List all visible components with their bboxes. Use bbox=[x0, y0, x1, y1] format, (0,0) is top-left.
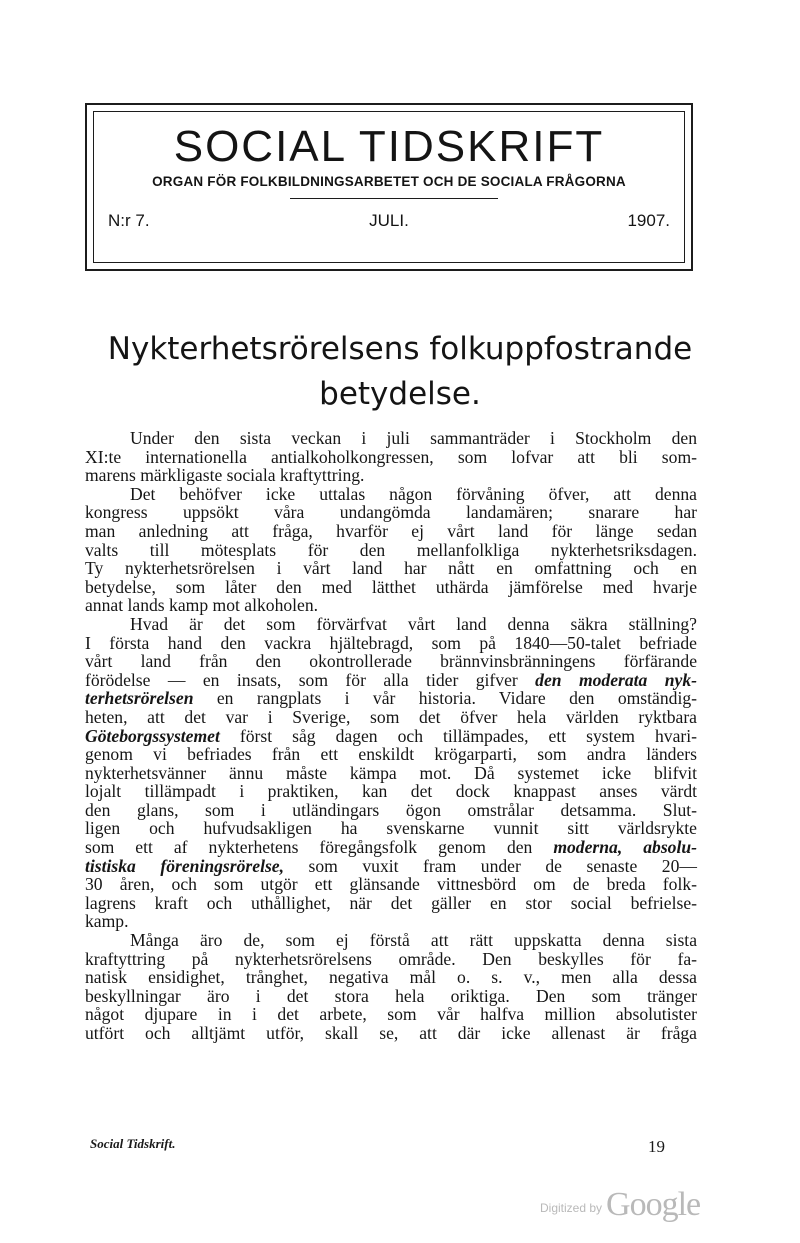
body-line: annat lands kamp mot alkoholen. bbox=[85, 595, 319, 616]
body-text: först såg dagen och tillämpades, ett system hvari- bbox=[219, 725, 697, 746]
body-line: kraftyttring på nykterhetsrörelsens område. Den beskylles för fa- bbox=[85, 948, 697, 969]
body-line: heten, att det var i Sverige, som det öfver hela världen ryktbara bbox=[85, 706, 697, 727]
body-text: förödelse — en insats, som för alla tider gifver bbox=[85, 669, 536, 690]
body-line: Det behöfver icke uttalas någon förvåning öfver, att denna bbox=[130, 483, 697, 504]
body-line: 30 åren, och som utgör ett glänsande vittnesbörd om de breda folk- bbox=[85, 874, 697, 895]
body-text: som ett af nykterhetens föregångsfolk genom den bbox=[85, 837, 554, 858]
issue-month: JULI. bbox=[369, 211, 409, 230]
masthead-inner-frame bbox=[93, 111, 685, 263]
emphasis-text: Göteborgssystemet bbox=[85, 725, 220, 746]
emphasis-text: moderna, absolu- bbox=[553, 837, 697, 858]
body-line: Under den sista veckan i juli sammanträder i Stockholm den bbox=[130, 428, 697, 448]
body-line: Ty nykterhetsrörelsen i vårt land har nått en omfattning och en bbox=[85, 558, 697, 579]
body-text: en rangplats i vår historia. Vidare den omständig- bbox=[193, 688, 697, 709]
body-line bbox=[85, 857, 697, 876]
body-line: nykterhetsvänner ännu måste kämpa mot. Då systemet icke blifvit bbox=[85, 762, 697, 783]
body-line: den glans, som i utländingars ögon omstrålar detsamma. Slut- bbox=[85, 799, 697, 820]
body-line: något djupare in i det arbete, som vår halfva million absolutister bbox=[85, 1004, 697, 1025]
article-title-line-2: betydelse. bbox=[319, 376, 481, 412]
emphasis-text: tistiska föreningsrörelse, bbox=[85, 855, 285, 876]
masthead-divider bbox=[290, 198, 498, 199]
body-line: betydelse, som låter den med lätthet uthärda jämförelse med hvarje bbox=[85, 576, 697, 597]
issue-year: 1907. bbox=[627, 211, 670, 230]
body-line: lagrens kraft och uthållighet, när det gäller en stor social befrielse- bbox=[85, 892, 697, 913]
body-line: XI:te internationella antialkoholkongressen, som lofvar att bli som- bbox=[85, 446, 697, 467]
body-line: kongress uppsökt våra undangömda landamären; snarare har bbox=[85, 502, 697, 523]
body-line: kamp. bbox=[85, 911, 129, 932]
body-line bbox=[85, 838, 697, 857]
body-line: Hvad är det som förvärfvat vårt land denna säkra ställning? bbox=[130, 613, 697, 634]
digitized-watermark bbox=[540, 1186, 700, 1224]
article-body bbox=[85, 429, 697, 1043]
body-line: ligen och hufvudsakligen ha svenskarne vunnit sitt världsrykte bbox=[85, 818, 697, 839]
body-line: utfört och alltjämt utför, skall se, att där icke allenast är fråga bbox=[85, 1023, 697, 1043]
body-line: beskyllningar äro i det stora hela oriktiga. Den som tränger bbox=[85, 985, 697, 1006]
body-line: genom vi befriades från ett enskildt krögarparti, som andra länders bbox=[85, 744, 697, 765]
body-line bbox=[85, 689, 697, 708]
emphasis-text: terhetsrörelsen bbox=[85, 688, 194, 709]
issue-number: N:r 7. bbox=[108, 211, 150, 230]
google-wordmark: Google bbox=[606, 1186, 701, 1223]
body-line: vårt land från den okontrollerade brännvinsbränningens förfärande bbox=[85, 651, 697, 672]
body-line bbox=[85, 671, 697, 690]
journal-title: SOCIAL TIDSKRIFT bbox=[173, 122, 605, 171]
emphasis-text: den moderata nyk- bbox=[535, 669, 697, 690]
body-line: I första hand den vackra hjältebragd, som på 1840—50-talet befriade bbox=[85, 632, 697, 653]
digitized-prefix: Digitized by bbox=[540, 1201, 603, 1215]
page-number: 19 bbox=[648, 1137, 665, 1156]
body-line: marens märkligaste sociala kraftyttring. bbox=[85, 465, 365, 486]
body-line: valts till mötesplats för den mellanfolkliga nykterhetsriksdagen. bbox=[85, 539, 697, 560]
journal-subtitle: ORGAN FÖR FOLKBILDNINGSARBETET OCH DE SOCIALA FRÅGORNA bbox=[152, 174, 626, 189]
article-title bbox=[60, 327, 740, 417]
body-line: natisk ensidighet, trånghet, negativa mål o. s. v., men alla dessa bbox=[85, 967, 697, 988]
footer-source: Social Tidskrift. bbox=[90, 1136, 176, 1151]
body-line: man anledning att fråga, hvarför ej vårt land för länge sedan bbox=[85, 520, 697, 541]
body-text: som vuxit fram under de senaste 20— bbox=[284, 855, 697, 876]
body-line bbox=[85, 727, 697, 746]
article-title-line-1: Nykterhetsrörelsens folkuppfostrande bbox=[107, 331, 693, 367]
body-line: lojalt tillämpadt i praktiken, kan det dock knappast anses värdt bbox=[85, 781, 697, 802]
masthead bbox=[85, 103, 693, 271]
body-line: Många äro de, som ej förstå att rätt uppskatta denna sista bbox=[130, 930, 697, 951]
